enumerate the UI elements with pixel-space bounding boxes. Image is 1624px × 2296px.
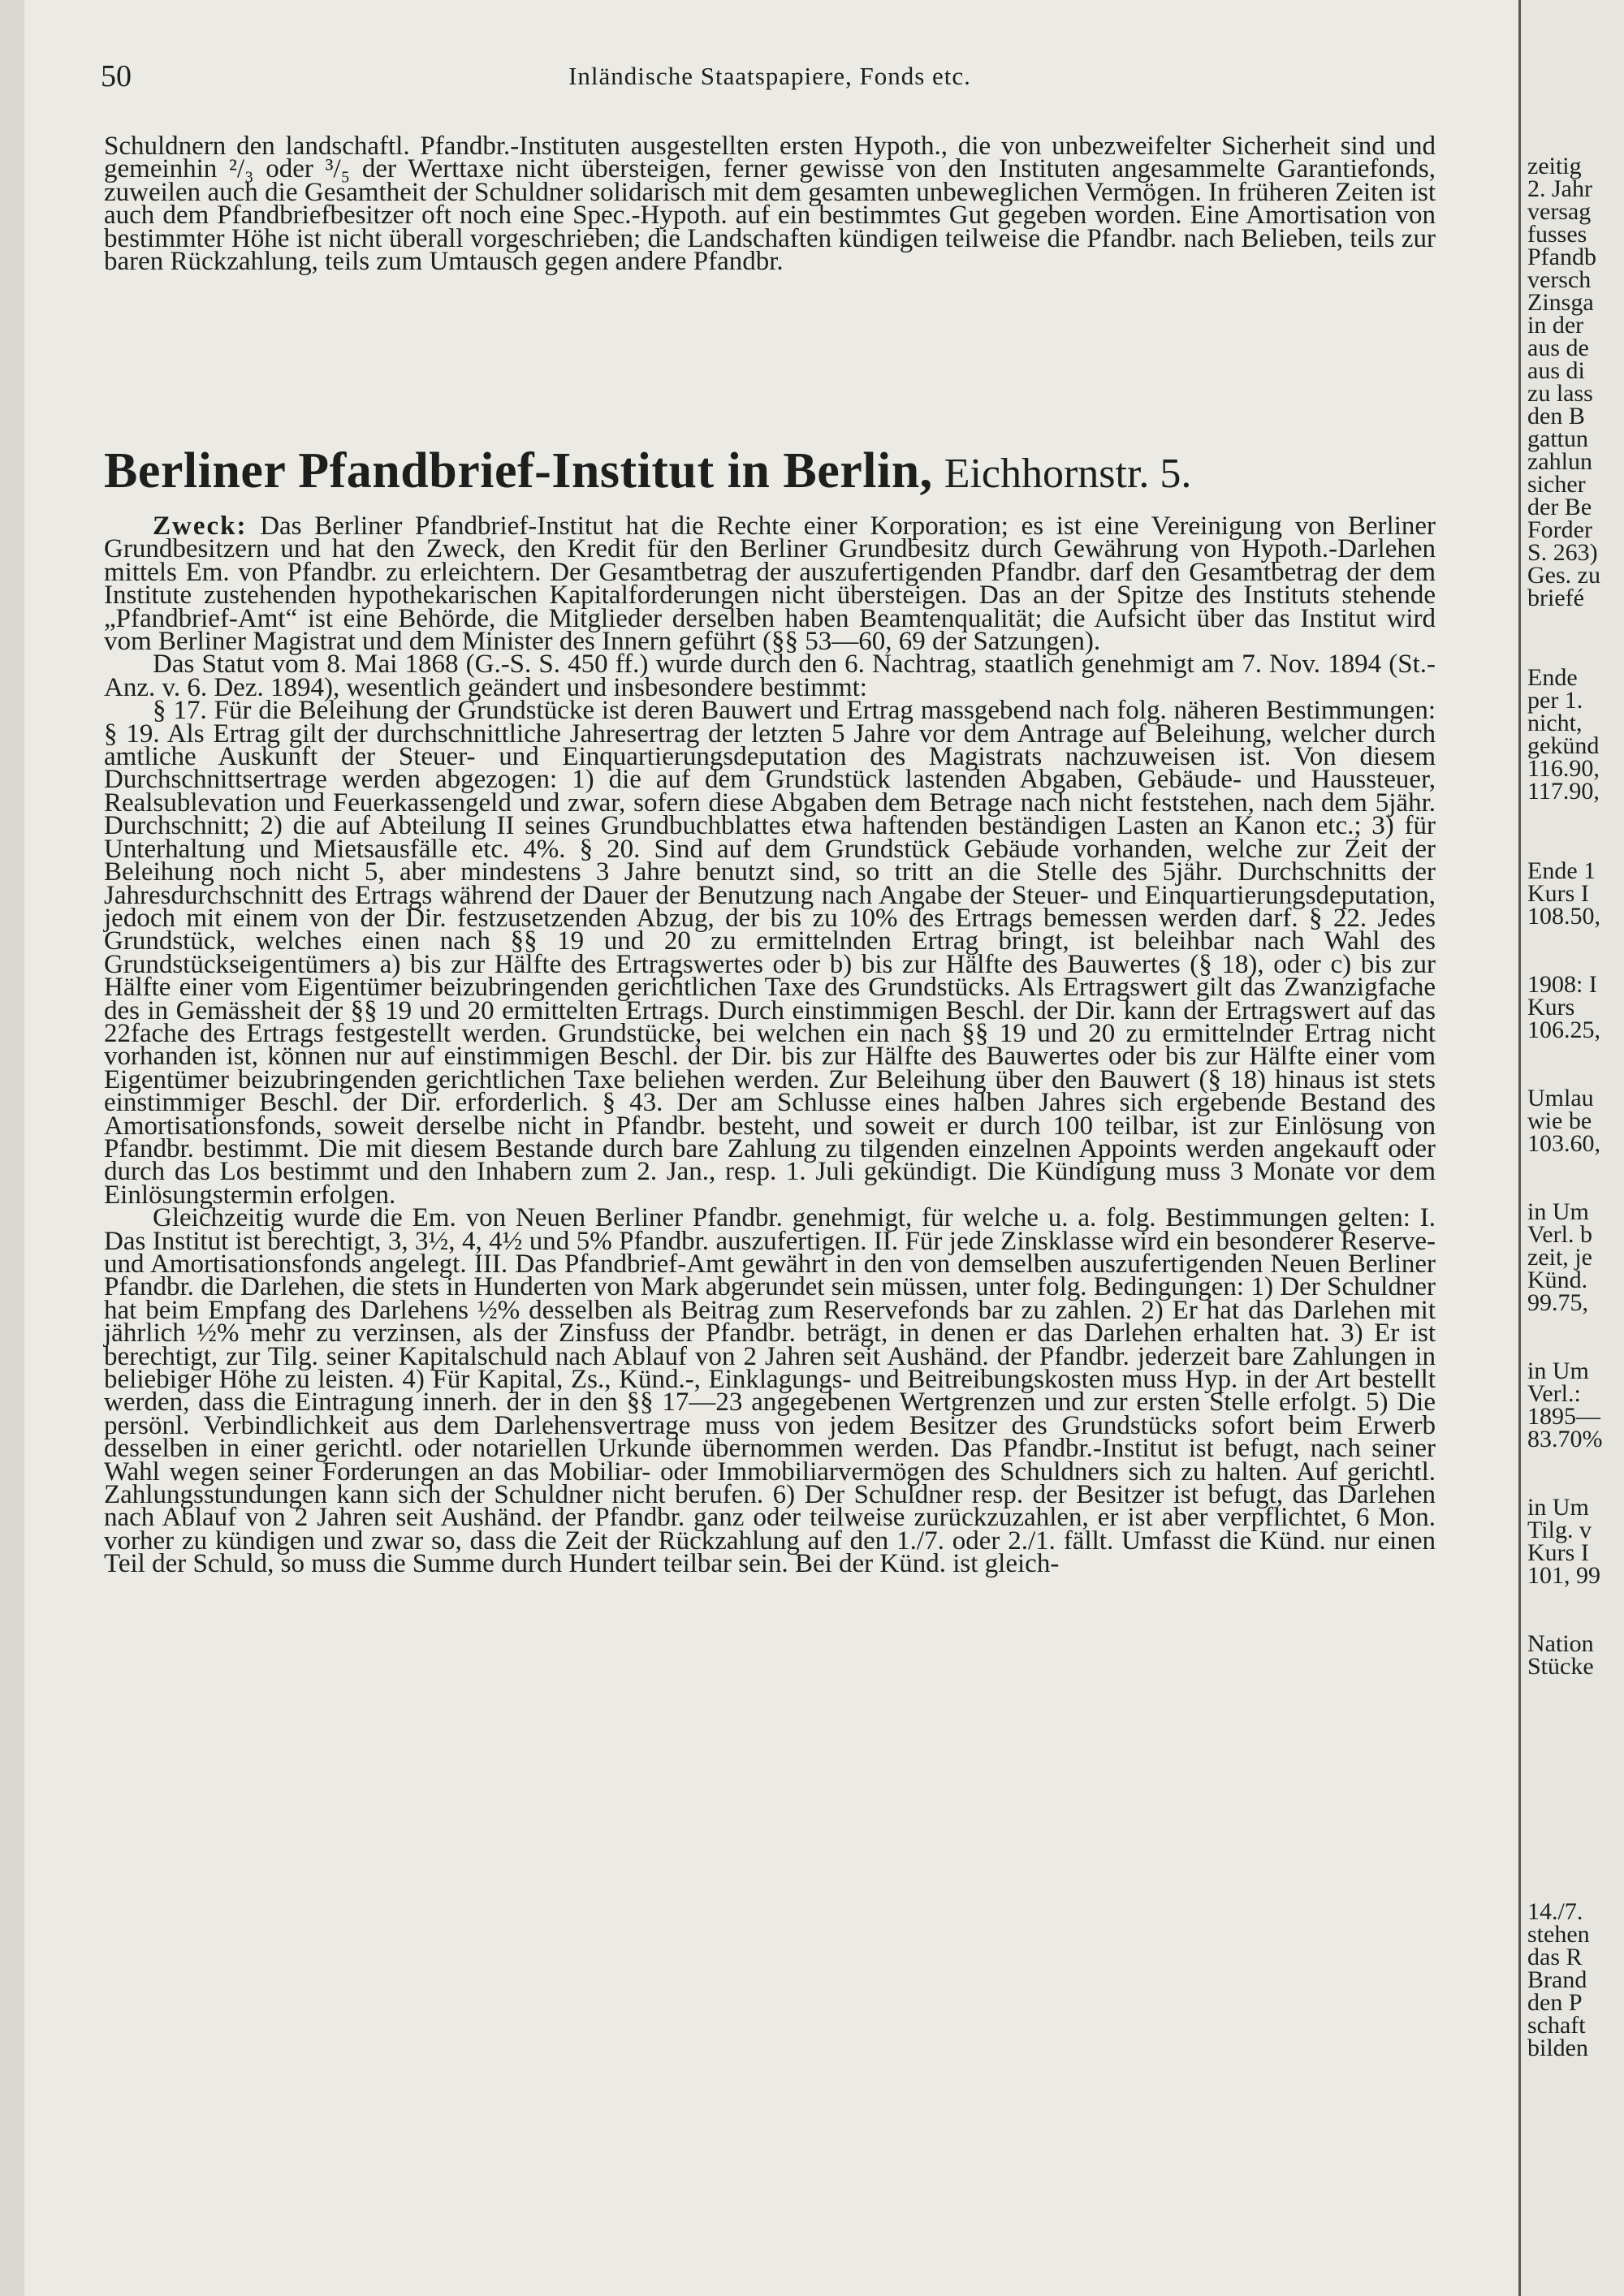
- adjacent-page-text: wie be: [1527, 1107, 1592, 1134]
- adjacent-page-text: nicht,: [1527, 710, 1583, 736]
- page-header: [101, 58, 1439, 99]
- purpose-label: Zweck:: [153, 511, 248, 541]
- paragraph-purpose: [104, 511, 1436, 657]
- adjacent-page-text: Stücke: [1527, 1653, 1594, 1680]
- adjacent-page-text: Kurs: [1527, 994, 1575, 1021]
- adjacent-page-text: 2. Jahr: [1527, 175, 1592, 202]
- adjacent-page-text: 99.75,: [1527, 1289, 1588, 1316]
- adjacent-page-text: Ges. zu: [1527, 562, 1600, 589]
- adjacent-page-text: Ende 1: [1527, 857, 1596, 884]
- adjacent-page-text: der Be: [1527, 494, 1592, 520]
- adjacent-page-text: 83.70%: [1527, 1426, 1603, 1452]
- adjacent-page-text: per 1.: [1527, 687, 1583, 714]
- intro-paragraph: Schuldnern den landschaftl. Pfandbr.-Instituten ausgestellten ersten Hypoth., die von unbezweifelter Sicherheit sind und gemeinhin ²/₃ oder ³/₅ der Werttaxe nicht übersteigen, ferner gewisse von den Instituten angesammelte Garantiefonds, zuweilen auch die Gesamtheit der Schuldner solidarisch mit dem gesamten unbeweglichen Vermögen. In früheren Zeiten ist auch dem Pfandbriefbesitzer oft noch eine Spec.-Hypoth. auf ein bestimmtes Gut gegeben worden. Eine Amortisation von bestimmter Höhe ist nicht überall vorgeschrieben; die Landschaften kündigen teilweise die Pfandbr. nach Belieben, teils zur baren Rückzahlung, teils zum Umtausch gegen andere Pfandbr.: [104, 132, 1436, 277]
- adjacent-page-text: Verl.:: [1527, 1380, 1581, 1407]
- adjacent-page-text: in Um: [1527, 1198, 1589, 1225]
- adjacent-page-text: in der: [1527, 312, 1584, 339]
- adjacent-page-text: aus di: [1527, 357, 1585, 384]
- running-title: Inländische Staatspapiere, Fonds etc.: [568, 62, 971, 90]
- section-body: [104, 511, 1436, 1579]
- page-number: 50: [101, 59, 132, 93]
- adjacent-page-text: Kurs I: [1527, 1539, 1589, 1566]
- intro-paragraph-block: [104, 132, 1436, 277]
- adjacent-page-text: zeitig: [1527, 153, 1582, 179]
- adjacent-page-text: stehen: [1527, 1921, 1590, 1948]
- adjacent-page-text: sicher: [1527, 471, 1586, 498]
- adjacent-page-text: 116.90,: [1527, 755, 1600, 782]
- adjacent-page-text: gekünd: [1527, 732, 1600, 759]
- adjacent-page-text: zu lass: [1527, 380, 1593, 407]
- paragraph-new-pfandbriefe: Gleichzeitig wurde die Em. von Neuen Berliner Pfandbr. genehmigt, für welche u. a. folg. Bestimmungen gelten: I. Das Institut ist berechtigt, 3, 3½, 4, 4½ und 5% Pfandbr. auszufertigen. II. Für jede Zinsklasse wird ein besonderer Reserve- und Amortisationsfonds angelegt. III. Das Pfandbrief-Amt gewährt in den von demselben auszufertigenden Neuen Berliner Pfandbr. die Darlehen, die stets in Hunderten von Mark abgerundet sein müssen, unter folg. Bedingungen: 1) Der Schuldner hat beim Empfang des Darlehens ½% desselben als Beitrag zum Reservefonds bar zu zahlen. 2) Er hat das Darlehen mit jährlich ½% mehr zu verzinsen, als der Zinsfuss der Pfandbr. beträgt, in denen er das Darlehen erhalten hat. 3) Er ist berechtigt, zur Tilg. seiner Kapitalschuld nach Ablauf von 2 Jahren seit Aushänd. der Pfandbr. jederzeit bare Zahlungen in beliebiger Höhe zu leisten. 4) Für Kapital, Zs., Künd.-, Einklagungs- und Beitreibungskosten muss Hyp. in der Art bestellt werden, dass die Eintragung innerh. der in den §§ 17—23 angegebenen Wertgrenzen und zur ersten Stelle erfolgt. 5) Die persönl. Verbindlichkeit aus dem Darlehensvertrage muss von jedem Besitzer des Grundstücks sofort beim Erwerb desselben in einer gerichtl. oder notariellen Urkunde übernommen werden. Das Pfandbr.-Institut ist befugt, nach seiner Wahl wegen seiner Forderungen an das Mobiliar- oder Immobiliarvermögen des Schuldners sich zu halten. Auf gerichtl. Zahlungsstundungen kann sich der Schuldner nicht berufen. 6) Der Schuldner resp. der Besitzer ist befugt, das Darlehen nach Ablauf von 2 Jahren seit Aushänd. der Pfandbr. ganz oder teilweise zurückzuzahlen, er ist aber verpflichtet, 6 Mon. vorher zu kündigen und zwar so, dass die Zeit der Rückzahlung auf den 1./7. oder 2./1. fällt. Umfasst die Künd. nur einen Teil der Schuld, so muss die Summe durch Hundert teilbar sein. Bei der Künd. ist gleich-: [104, 1203, 1436, 1579]
- adjacent-page-text: in Um: [1527, 1357, 1589, 1384]
- adjacent-page-text: 103.60,: [1527, 1130, 1600, 1157]
- adjacent-page-text: Kurs I: [1527, 880, 1589, 907]
- adjacent-page-text: versag: [1527, 198, 1592, 225]
- adjacent-page-text: zeit, je: [1527, 1244, 1592, 1271]
- section-title: Berliner Pfandbrief-Institut in Berlin,: [104, 443, 933, 498]
- adjacent-page-text: Zinsga: [1527, 289, 1594, 316]
- adjacent-page-text: zahlun: [1527, 448, 1592, 475]
- adjacent-page-text: 1908: I: [1527, 971, 1597, 998]
- adjacent-page-text: 117.90,: [1527, 778, 1600, 805]
- adjacent-page-text: Nation: [1527, 1630, 1594, 1657]
- adjacent-page-text: den B: [1527, 403, 1585, 429]
- adjacent-page-text: fusses: [1527, 221, 1587, 248]
- adjacent-page-text: S. 263): [1527, 539, 1598, 566]
- adjacent-page-text: Ende: [1527, 664, 1578, 691]
- adjacent-page-text: Umlau: [1527, 1085, 1594, 1111]
- adjacent-page-text: den P: [1527, 1989, 1583, 2016]
- adjacent-page-text: Brand: [1527, 1966, 1587, 1993]
- paragraph-provisions: § 17. Für die Beleihung der Grundstücke ist deren Bauwert und Ertrag massgebend nach folg. näheren Bestimmungen: § 19. Als Ertrag gilt der durchschnittliche Jahresertrag der letzten 5 Jahre vor dem Antrage auf Beleihung, welcher durch amtliche Auskunft der Steuer- und Einquartierungsdeputation des Magistrats nachzuweisen ist. Von diesem Durchschnittsertrage werden abgezogen: 1) die auf dem Grundstück lastenden Abgaben, Gebäude- und Haussteuer, Realsublevation und Feuerkassengeld und zwar, sofern diese Abgaben dem Betrage nach nicht feststehen, nach dem 5jähr. Durchschnitt; 2) die auf Abteilung II seines Grundbuchblattes etwa haftenden beständigen Lasten an Kanon etc.; 3) für Unterhaltung und Mietsausfälle etc. 4%. § 20. Sind auf dem Grundstück Gebäude vorhanden, welche zur Zeit der Beleihung noch nicht 5, aber mindestens 3 Jahre benutzt sind, so tritt an die Stelle des 5jähr. Durchschnitts der Jahresdurchschnitt des Ertrags während der Dauer der Benutzung nach Angabe der Steuer- und Einquartierungsdeputation, jedoch mit einem von der Dir. festzusetzenden Abzug, der bis zu 10% des Ertrags bemessen werden darf. § 22. Jedes Grundstück, welches einen nach §§ 19 und 20 zu ermittelnden Ertrag bringt, ist beleihbar nach Wahl des Grundstückseigentümers a) bis zur Hälfte des Ertragswertes oder b) bis zur Hälfte des Bauwertes (§ 18), oder c) bis zur Hälfte einer vom Eigentümer beizubringenden gerichtlichen Taxe des Grundstücks. Als Ertragswert gilt das Zwanzigfache des in Gemässheit der §§ 19 und 20 ermittelten Ertrags. Durch einstimmigen Beschl. der Dir. kann der Ertragswert auf das 22fache des Ertrags festgestellt werden. Grundstücke, bei welchen ein nach §§ 19 und 20 zu ermittelnder Ertrag nicht vorhanden ist, können nur auf einstimmigen Beschl. der Dir. bis zur Hälfte des Bauwertes oder bis zur Hälfte einer vom Eigentümer beizubringenden gerichtlichen Taxe beliehen werden. Zur Beleihung über den Bauwert (§ 18) hinaus ist stets einstimmiger Beschl. der Dir. erforderlich. § 43. Der am Schlusse eines halben Jahres sich ergebende Bestand des Amortisationsfonds, soweit derselbe nicht in Pfandbr. besteht, und soweit er durch 100 teilbar, ist zur Einlösung von Pfandbr. bestimmt. Die mit diesem Bestande durch bare Zahlung zu tilgenden einzelnen Appoints werden angekauft oder durch das Los bestimmt und den Inhabern zum 2. Jan., resp. 1. Juli gekündigt. Die Kündigung muss 3 Monate vor dem Einlösungstermin erfolgen.: [104, 696, 1436, 1210]
- paragraph-statute: Das Statut vom 8. Mai 1868 (G.-S. S. 450 ff.) wurde durch den 6. Nachtrag, staatlich genehmigt am 7. Nov. 1894 (St.-Anz. v. 6. Dez. 1894), wesentlich geändert und insbesondere bestimmt:: [104, 650, 1436, 702]
- adjacent-page-text: Tilg. v: [1527, 1517, 1592, 1543]
- adjacent-page-text: versch: [1527, 266, 1592, 293]
- adjacent-page-text: Forder: [1527, 516, 1592, 543]
- adjacent-page-text: 101, 99: [1527, 1562, 1600, 1589]
- adjacent-page-text: Pfandb: [1527, 244, 1596, 270]
- adjacent-page-text: in Um: [1527, 1494, 1589, 1521]
- adjacent-page-edge: [1518, 0, 1624, 2296]
- adjacent-page-text: das R: [1527, 1944, 1583, 1970]
- section-heading: [104, 442, 1436, 500]
- adjacent-page-text: schaft: [1527, 2012, 1586, 2039]
- adjacent-page-text: Verl. b: [1527, 1221, 1592, 1248]
- adjacent-page-text: gattun: [1527, 425, 1588, 452]
- adjacent-page-text: Künd.: [1527, 1267, 1588, 1293]
- adjacent-page-text: 14./7.: [1527, 1898, 1583, 1925]
- adjacent-page-text: briefé: [1527, 585, 1584, 611]
- adjacent-page-text: 106.25,: [1527, 1016, 1600, 1043]
- adjacent-page-text: 1895—: [1527, 1403, 1600, 1430]
- adjacent-page-text: bilden: [1527, 2035, 1588, 2061]
- adjacent-page-text: 108.50,: [1527, 903, 1600, 930]
- paragraph-text: Das Berliner Pfandbrief-Institut hat die Rechte einer Korporation; es ist eine Vereinigung von Berliner Grundbesitzern und hat den Zweck, den Kredit für den Berliner Grundbesitz durch Gewährung von Hypoth.-Darlehen mittels Em. von Pfandbr. zu erleichtern. Der Gesamtbetrag der auszufertigenden Pfandbr. darf den Gesamtbetrag der dem Institute zustehenden hypothekarischen Kapitalforderungen nicht übersteigen. Das an der Spitze des Instituts stehende „Pfandbrief-Amt“ ist eine Behörde, die Mitglieder derselben haben Beamtenqualität; die Aufsicht über das Institut wird vom Berliner Magistrat und dem Minister des Innern geführt (§§ 53—60, 69 der Satzungen).: [104, 511, 1436, 657]
- section-address: Eichhornstr. 5.: [944, 451, 1192, 497]
- adjacent-page-text: aus de: [1527, 334, 1589, 361]
